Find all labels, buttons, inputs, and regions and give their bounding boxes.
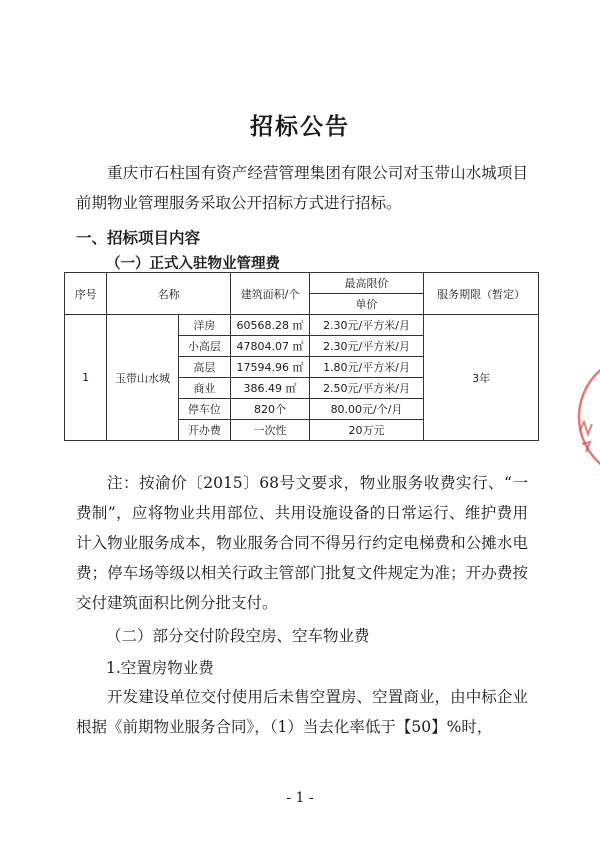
cell-no: 1	[65, 315, 107, 441]
cell-area: 17594.96 ㎡	[231, 357, 309, 378]
header-price: 最高限价	[309, 273, 424, 294]
page-title: 招标公告	[250, 114, 350, 140]
item-heading-1: 1.空置房物业费	[106, 659, 214, 677]
cell-area: 820个	[231, 399, 309, 420]
cell-price: 2.50元/平方米/月	[309, 378, 424, 399]
table-row	[65, 315, 539, 336]
fee-table	[64, 272, 539, 441]
cell-price: 2.30元/平方米/月	[309, 336, 424, 357]
subsection-heading-2: （二）部分交付阶段空房、空车物业费	[106, 627, 370, 645]
note-paragraph: 注：按渝价〔2015〕68号文要求，物业服务收费实行、“一费制”，应将物业共用部位、共用设施设备的日常运行、维护费用计入物业服务成本，物业服务合同不得另行约定电梯费和公摊水电费；停车场等级以相关行政主管部门批复文件规定为准；开办费按交付建筑面积比例分批支付。	[76, 474, 528, 612]
cell-price: 20万元	[309, 420, 424, 441]
body-paragraph-2: 开发建设单位交付使用后未售空置房、空置商业，由中标企业根据《前期物业服务合同》，（1）当去化率低于【50】%时，	[76, 688, 528, 736]
header-term: 服务期限（暂定）	[424, 273, 539, 315]
cell-price: 2.30元/平方米/月	[309, 315, 424, 336]
official-seal-icon	[566, 352, 600, 482]
cell-name: 玉带山水城	[107, 315, 178, 441]
section-heading-1: 一、招标项目内容	[76, 229, 201, 247]
cell-term: 3年	[424, 315, 539, 441]
cell-area: 60568.28 ㎡	[231, 315, 309, 336]
cell-price: 1.80元/平方米/月	[309, 357, 424, 378]
header-area: 建筑面积/个	[231, 273, 309, 315]
intro-paragraph: 重庆市石柱国有资产经营管理集团有限公司对玉带山水城项目前期物业管理服务采取公开招标方式进行招标。	[76, 164, 528, 212]
cell-area: 386.49 ㎡	[231, 378, 309, 399]
cell-price: 80.00元/个/月	[309, 399, 424, 420]
cell-type: 商业	[178, 378, 231, 399]
cell-type: 洋房	[178, 315, 231, 336]
page-number: - 1 -	[286, 790, 314, 806]
header-unit: 单价	[309, 294, 424, 315]
cell-type: 高层	[178, 357, 231, 378]
header-name: 名称	[107, 273, 231, 315]
cell-area: 47804.07 ㎡	[231, 336, 309, 357]
cell-type: 小高层	[178, 336, 231, 357]
cell-type: 开办费	[178, 420, 231, 441]
header-no: 序号	[65, 273, 107, 315]
subsection-heading-1: （一）正式入驻物业管理费	[106, 256, 280, 272]
cell-type: 停车位	[178, 399, 231, 420]
cell-area: 一次性	[231, 420, 309, 441]
table-header-row	[65, 273, 539, 294]
